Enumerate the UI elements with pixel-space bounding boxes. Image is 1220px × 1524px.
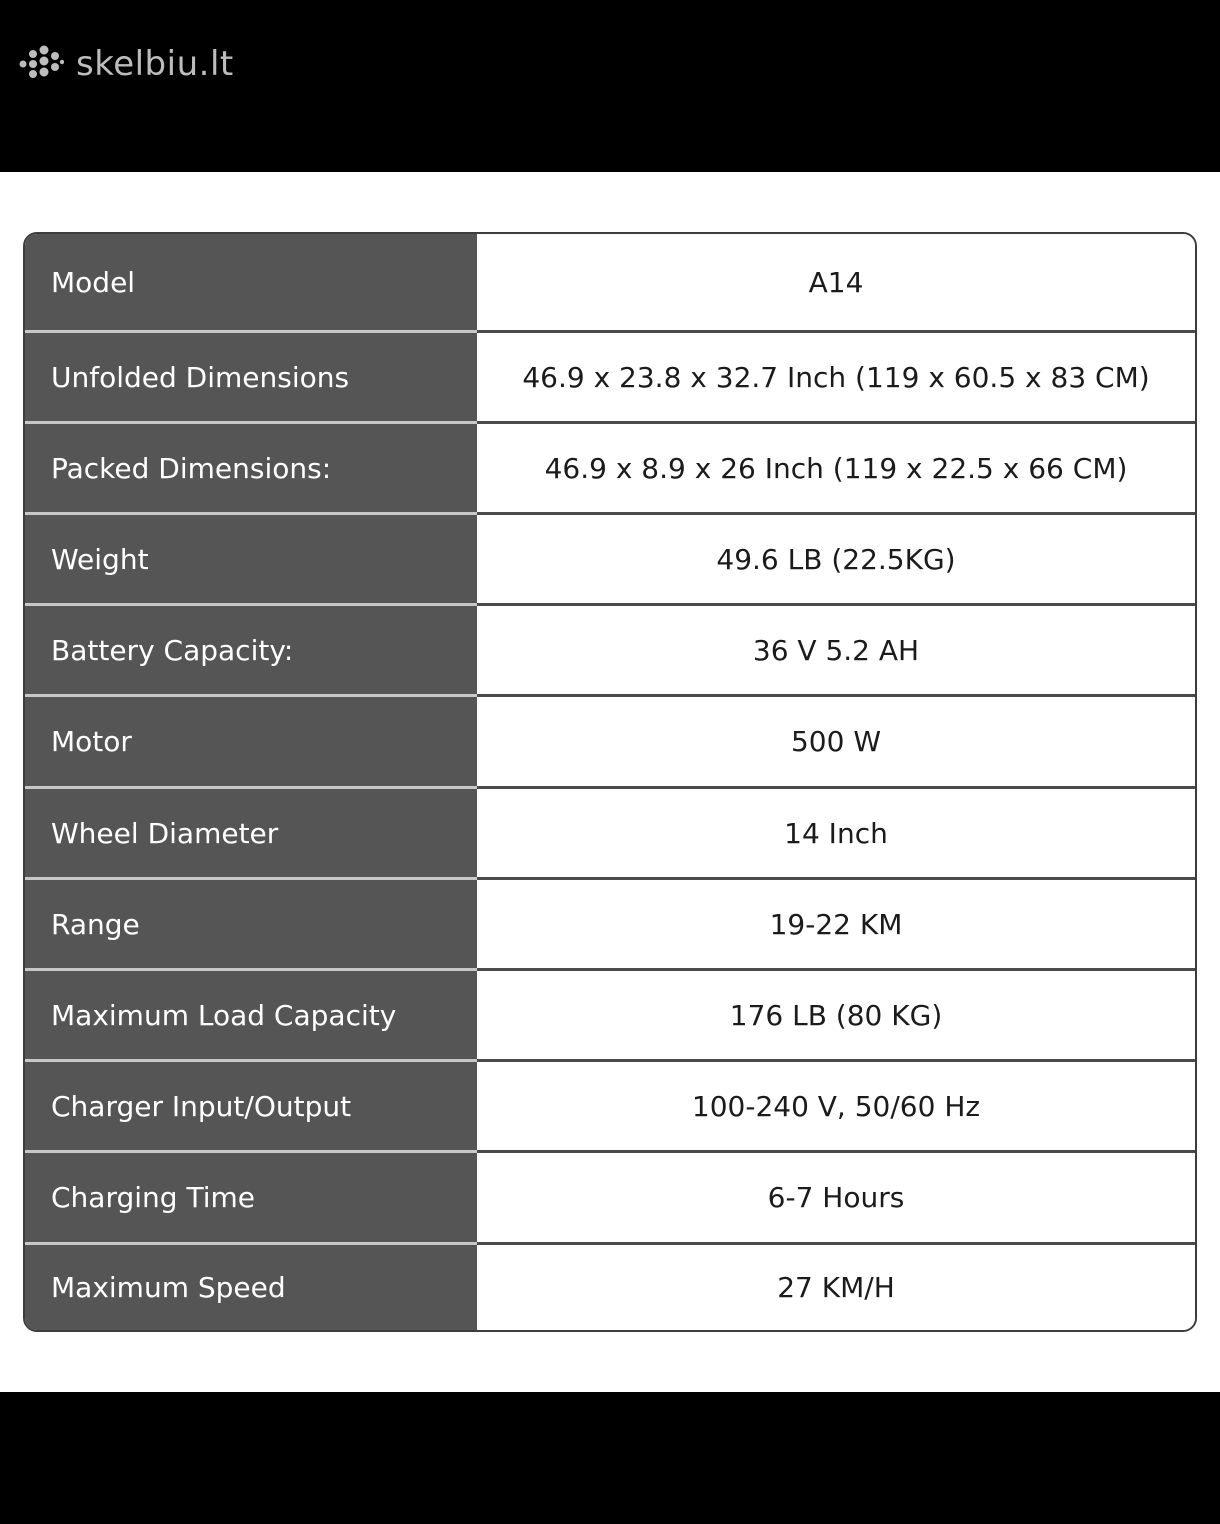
spec-row-charging-time	[25, 1153, 1195, 1242]
spec-value: A14	[477, 234, 1195, 330]
spec-value: 100-240 V, 50/60 Hz	[477, 1062, 1195, 1150]
spec-label: Unfolded Dimensions	[25, 333, 477, 421]
spec-value: 49.6 LB (22.5KG)	[477, 515, 1195, 603]
spec-label: Motor	[25, 697, 477, 786]
spec-value: 176 LB (80 KG)	[477, 971, 1195, 1059]
spec-value: 36 V 5.2 AH	[477, 606, 1195, 694]
bottom-bar	[0, 1392, 1220, 1524]
spec-value: 6-7 Hours	[477, 1153, 1195, 1242]
spec-row-range	[25, 880, 1195, 968]
spec-label: Maximum Load Capacity	[25, 971, 477, 1059]
spec-row-weight	[25, 515, 1195, 603]
spec-value: 46.9 x 23.8 x 32.7 Inch (119 x 60.5 x 83 CM)	[477, 333, 1195, 421]
spec-table	[23, 232, 1197, 1332]
spec-label: Weight	[25, 515, 477, 603]
spec-label: Charger Input/Output	[25, 1062, 477, 1150]
spec-row-model	[25, 234, 1195, 330]
spec-row-motor	[25, 697, 1195, 786]
spec-row-packed-dimensions	[25, 424, 1195, 512]
spec-value: 46.9 x 8.9 x 26 Inch (119 x 22.5 x 66 CM)	[477, 424, 1195, 512]
spec-label: Battery Capacity:	[25, 606, 477, 694]
spec-row-unfolded-dimensions	[25, 333, 1195, 421]
spec-value: 14 Inch	[477, 789, 1195, 877]
spec-value: 500 W	[477, 697, 1195, 786]
content-area	[0, 172, 1220, 1392]
spec-row-charger-input-output	[25, 1062, 1195, 1150]
spec-label: Maximum Speed	[25, 1245, 477, 1330]
spec-value: 19-22 KM	[477, 880, 1195, 968]
spec-row-maximum-speed	[25, 1245, 1195, 1330]
spec-row-wheel-diameter	[25, 789, 1195, 877]
brand-logo[interactable]	[18, 40, 234, 88]
brand-name: skelbiu.lt	[76, 44, 234, 84]
dots-logo-icon	[18, 44, 64, 84]
top-bar	[0, 0, 1220, 172]
spec-row-maximum-load-capacity	[25, 971, 1195, 1059]
spec-label: Packed Dimensions:	[25, 424, 477, 512]
spec-label: Range	[25, 880, 477, 968]
spec-row-battery-capacity	[25, 606, 1195, 694]
spec-value: 27 KM/H	[477, 1245, 1195, 1330]
spec-label: Charging Time	[25, 1153, 477, 1242]
spec-label: Model	[25, 234, 477, 330]
spec-label: Wheel Diameter	[25, 789, 477, 877]
